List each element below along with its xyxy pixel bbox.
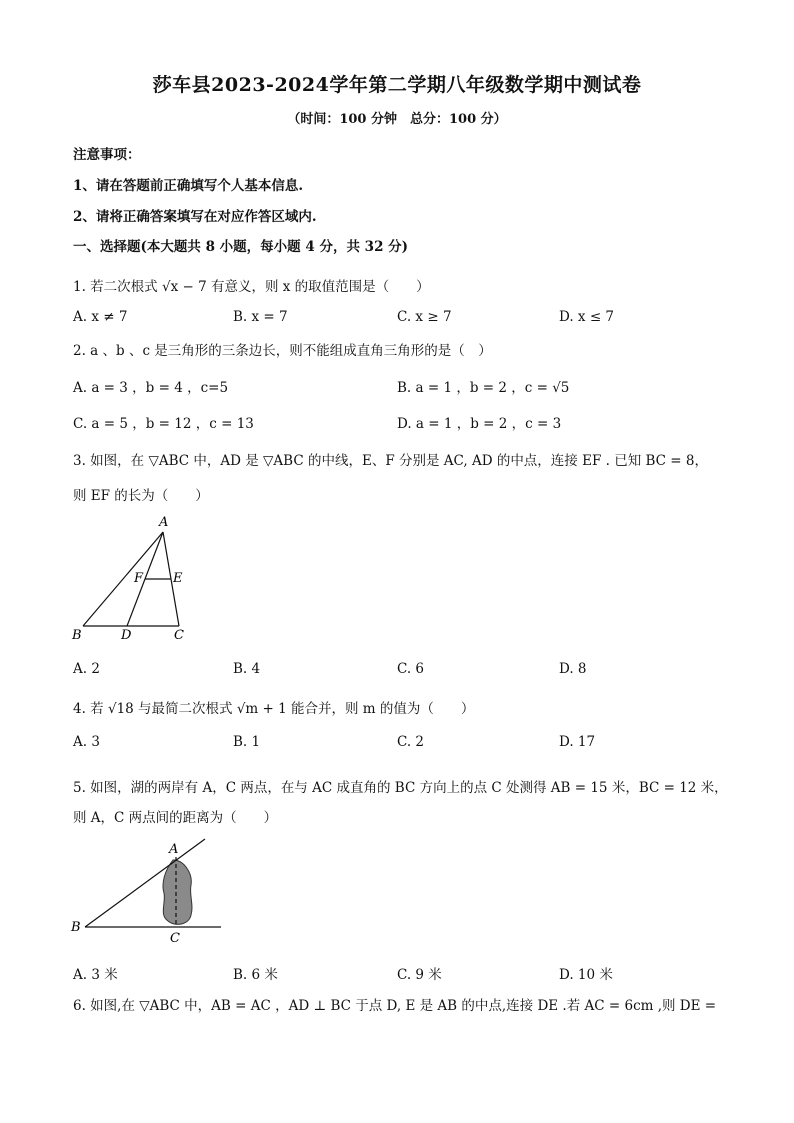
q5-option-b: B. 6 米	[233, 967, 278, 983]
q4-option-d: D. 17	[559, 734, 596, 750]
q1-option-c: C. x ≥ 7	[397, 309, 452, 325]
q5-option-d: D. 10 米	[559, 967, 613, 983]
label-f: F	[134, 571, 144, 586]
q1-option-d: D. x ≤ 7	[559, 309, 615, 325]
label-c: C	[174, 628, 184, 643]
q3-option-d: D. 8	[559, 661, 587, 677]
question-3-stem-cont: 则 EF 的长为（ ）	[73, 488, 209, 504]
label-e: E	[173, 571, 183, 586]
q3-option-a: A. 2	[73, 661, 100, 677]
q4-option-b: B. 1	[233, 734, 261, 750]
q5-option-c: C. 9 米	[397, 967, 442, 983]
lake-shape	[163, 860, 192, 924]
question-6-stem: 6. 如图,在 ▽ABC 中，AB = AC ，AD ⊥ BC 于点 D, E 是 AB 的中点,连接 DE .若 AC = 6cm ,则 DE =	[73, 998, 717, 1014]
question-1-stem: 1. 若二次根式 √x − 7 有意义，则 x 的取值范围是（ ）	[73, 279, 430, 295]
q4-option-c: C. 2	[397, 734, 425, 750]
question-3-stem: 3. 如图，在 ▽ABC 中，AD 是 ▽ABC 的中线，E、F 分别是 AC, AD 的中点，连接 EF . 已知 BC = 8，	[73, 453, 708, 469]
lake-figure-q5	[65, 835, 235, 947]
triangle-figure-q3	[60, 510, 210, 645]
label-c: C	[170, 931, 180, 946]
question-5-stem-cont: 则 A，C 两点间的距离为（ ）	[73, 810, 278, 826]
label-b: B	[71, 920, 81, 935]
q1-option-b: B. x = 7	[233, 309, 288, 325]
q1-option-a: A. x ≠ 7	[73, 309, 128, 325]
label-d: D	[121, 628, 132, 643]
q3-option-b: B. 4	[233, 661, 261, 677]
question-2-stem: 2. a 、b 、c 是三角形的三条边长，则不能组成直角三角形的是（ ）	[73, 343, 492, 359]
notes-item-2: 2、请将正确答案填写在对应作答区域内.	[73, 209, 317, 225]
question-4-stem: 4. 若 √18 与最简二次根式 √m + 1 能合并，则 m 的值为（ ）	[73, 701, 475, 717]
label-a: A	[169, 842, 179, 857]
exam-subtitle: （时间：100 分钟 总分：100 分）	[287, 112, 507, 127]
exam-title: 莎车县2023-2024学年第二学期八年级数学期中测试卷	[152, 74, 642, 96]
question-5-stem: 5. 如图，湖的两岸有 A，C 两点，在与 AC 成直角的 BC 方向上的点 C 处测得 AB = 15 米，BC = 12 米，	[73, 780, 728, 796]
section-heading: 一、选择题(本大题共 8 小题，每小题 4 分，共 32 分)	[73, 239, 409, 255]
q3-option-c: C. 6	[397, 661, 425, 677]
notes-heading: 注意事项：	[73, 147, 141, 163]
q2-option-d: D. a = 1 ，b = 2 ，c = 3	[397, 416, 562, 432]
label-b: B	[72, 628, 82, 643]
q2-option-c: C. a = 5 ，b = 12 ，c = 13	[73, 416, 254, 432]
q2-option-a: A. a = 3 ，b = 4 ，c=5	[73, 380, 229, 396]
notes-item-1: 1、请在答题前正确填写个人基本信息.	[73, 178, 304, 194]
label-a: A	[159, 515, 169, 530]
q5-option-a: A. 3 米	[73, 967, 118, 983]
q2-option-b: B. a = 1 ，b = 2 ，c = √5	[397, 380, 570, 396]
q4-option-a: A. 3	[73, 734, 100, 750]
